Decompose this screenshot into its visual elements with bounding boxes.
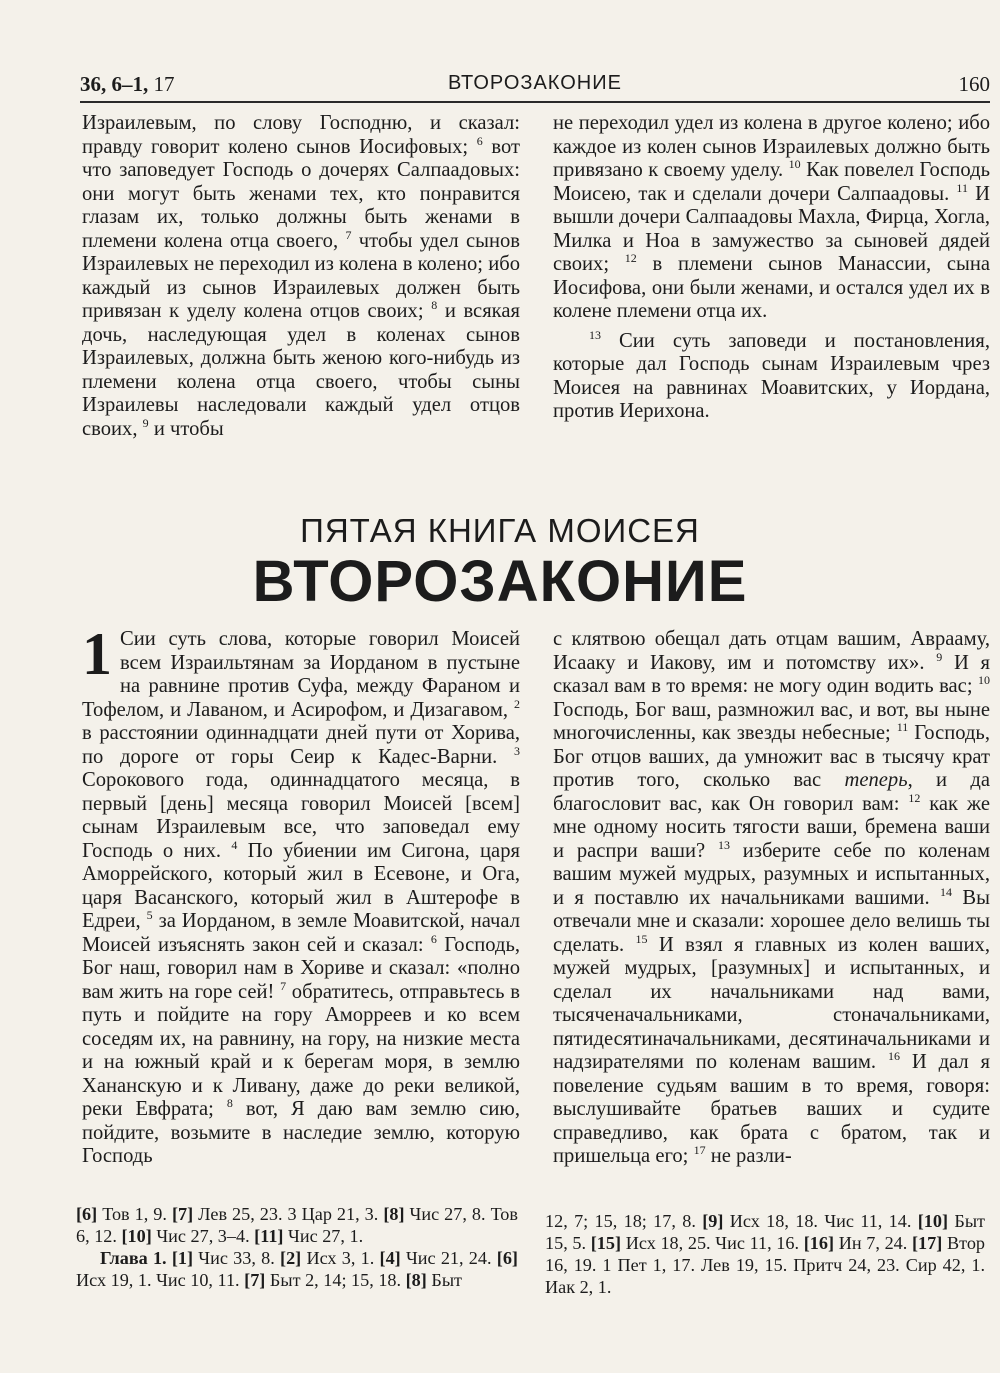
footnotes-right: [545, 1210, 985, 1298]
paragraph: $^{13}$ Сии суть заповеди и постановления, которые дал Господь сынам Израилевым чрез Моисея на равнинах Моавитских, у Иордана, против Иерихона.: [553, 327, 990, 422]
verse-number: 8: [226, 1096, 233, 1111]
verse-number: 9: [936, 649, 943, 664]
column-top-right: [553, 112, 990, 424]
verse-number: 16: [887, 1049, 900, 1064]
footnote-block: 12, 7; 15, 18; 17, 8. [9] Исх 18, 18. Чис 11, 14. [10] Быт 15, 5. [15] Исх 18, 25. Чис 11, 16. [16] Ин 7, 24. [17] Втор 16, 19. 1 Пет 1, 17. Лев 19, 15. Притч 24, 23. Сир 42, 1. Иак 2, 1.: [545, 1211, 986, 1297]
verse-number: 7: [345, 227, 352, 242]
book-subtitle: ПЯТАЯ КНИГА МОИСЕЯ: [300, 512, 700, 549]
verse-number: 7: [280, 978, 287, 993]
verse-number: 17: [693, 1143, 706, 1158]
column-top-left: [82, 112, 520, 441]
paragraph: не переходил удел из колена в другое колено; ибо каждое из колен сынов Израилевых должно быть привязано к своему уделу. $^{10}$ Как повелел Господь Моисею, так и сделали дочери Салпаадовы. $^{11}$ И вышли дочери Салпаадовы Махла, Фирца, Хогла, Милка и Ноа в замужество за сыновей дядей своих; $^{12}$ в племени сынов Манассии, сына Иосифова, они были женами, и остался удел их в колене племени отца их.: [553, 112, 990, 322]
footnote-block: Глава 1. [1] Чис 33, 8. [2] Исх 3, 1. [4] Чис 21, 24. [6] Исх 19, 1. Чис 10, 11. [7] Быт 2, 14; 15, 18. [8] Быт: [76, 1248, 518, 1290]
verse-number: 6: [430, 931, 437, 946]
footnote-block: [6] Тов 1, 9. [7] Лев 25, 23. 3 Цар 21, 3. [8] Чис 27, 8. Тов 6, 12. [10] Чис 27, 3–4. [11] Чис 27, 1.: [76, 1204, 518, 1246]
verse-number: 13: [717, 837, 730, 852]
verse-number: 8: [431, 298, 438, 313]
verse-number: 9: [142, 415, 149, 430]
header-rule: [80, 101, 990, 103]
verse-number: 11: [896, 720, 909, 735]
column-bottom-left: [82, 621, 521, 1169]
verse-number: 3: [514, 743, 520, 758]
verse-number: 10: [978, 673, 990, 688]
paragraph: Израилевым, по слову Господню, и сказал: правду говорит колено сынов Иосифовых; $^6$ вот что заповедует Господь о дочерях Салпаадовых: они могут быть женами тех, кто понравится глазам их, только должны быть женами в племени колена отца своего, $^7$ чтобы удел сынов Израилевых не переходил из колена в колено; ибо каждый из сынов Израилевых должен быть привязан к уделу колена отцов своих; $^8$ и всякая дочь, наследующая удел в коленах сынов Израилевых, должна быть женою кого-нибудь из племени колена отца своего, чтобы сыны Израилевы наследовали каждый удел отцов своих, $^9$ и чтобы: [82, 112, 520, 440]
verse-number: 6: [476, 133, 483, 148]
book-title: ВТОРОЗАКОНИЕ: [252, 549, 748, 614]
paragraph: 1 Сии суть слова, которые говорил Моисей всем Израильтянам за Иорданом в пустыне на равнине против Суфа, между Фараном и Тофелом, и Лаваном, и Асирофом, и Дизагавом, $^2$ в расстоянии одиннадцати дней пути от Хорива, по дороге от горы Сеир к Кадес-Варни. $^3$ Сорокового года, одиннадцатого месяца, в первый [день] месяца говорил Моисей [всем] сынам Израилевым все, что заповедал ему Господь о них. $^4$ По убиении им Сигона, царя Аморрейского, который жил в Есевоне, и Ога, царя Васанского, который жил в Аштерофе в Едреи, $^5$ за Иорданом, в земле Моавитской, начал Моисей изъяснять закон сей и сказал: $^6$ Господь, Бог наш, говорил нам в Хориве и сказал: «полно вам жить на горе сей! $^7$ обратитесь, отправьтесь в путь и пойдите на гору Аморреев и ко всем соседям их, на равнину, на гору, на низкие места и на южный край и к берегам моря, в землю Хананскую и к Ливану, даже до реки великой, реки Евфрата; $^8$ вот, Я даю вам землю сию, пойдите, возьмите в наследие землю, которую Господь: [82, 621, 521, 1167]
verse-number: 15: [635, 931, 648, 946]
verse-number: 4: [231, 837, 238, 852]
verse-number: 12: [908, 790, 921, 805]
italic-word: теперь: [844, 769, 908, 791]
paragraph: с клятвою обещал дать отцам вашим, Аврааму, Исааку и Иакову, им и потомству их». $^9$ И я сказал вам в то время: не могу один водить вас; $^{10}$ Господь, Бог ваш, размножил вас, и вот, вы ныне многочисленны, как звезды небесные; $^{11}$ Господь, Бог отцов ваших, да умножит вас в тысячу крат против того, сколько вас теперь, и да благословит вас, как Он говорил вам: $^{12}$ как же мне одному носить тягости ваши, бремена ваши и распри ваши? $^{13}$ изберите себе по коленам вашим мужей мудрых, разумных и испытанных, и я поставлю их начальниками вашими. $^{14}$ Вы отвечали мне и сказали: хорошее дело велишь ты сделать. $^{15}$ И взял я главных из колен ваших, мужей мудрых, [разумных] и испытанных, и сделал их начальниками над вами, тысяченачальниками, стоначальниками, пятидесятиначальниками, десятиначальниками и надзирателями по коленам вашим. $^{16}$ И дал я повеление судьям вашим в то время, говоря: выслушивайте братьев ваших и судите справедливо, как брата с братом, так и пришельца его; $^{17}$ не разли-: [553, 628, 991, 1167]
verse-number: 14: [940, 884, 952, 899]
verse-number: 10: [788, 157, 801, 172]
chapter-number: 1: [82, 621, 112, 687]
verse-number: 5: [146, 908, 153, 923]
chapter-label: Глава 1.: [100, 1248, 167, 1268]
running-header: [80, 72, 990, 100]
header-reference-bold: 36, 6–1,: [80, 72, 149, 96]
verse-number: 13: [589, 327, 601, 342]
page-number: 160: [958, 72, 990, 96]
verse-number: 11: [956, 180, 968, 195]
verse-number: 12: [624, 251, 637, 266]
column-bottom-right: [553, 628, 990, 1169]
header-book-title: ВТОРОЗАКОНИЕ: [448, 72, 622, 94]
footnotes-left: [76, 1203, 518, 1291]
header-reference-rest: 17: [148, 72, 175, 96]
verse-number: 2: [514, 696, 521, 711]
